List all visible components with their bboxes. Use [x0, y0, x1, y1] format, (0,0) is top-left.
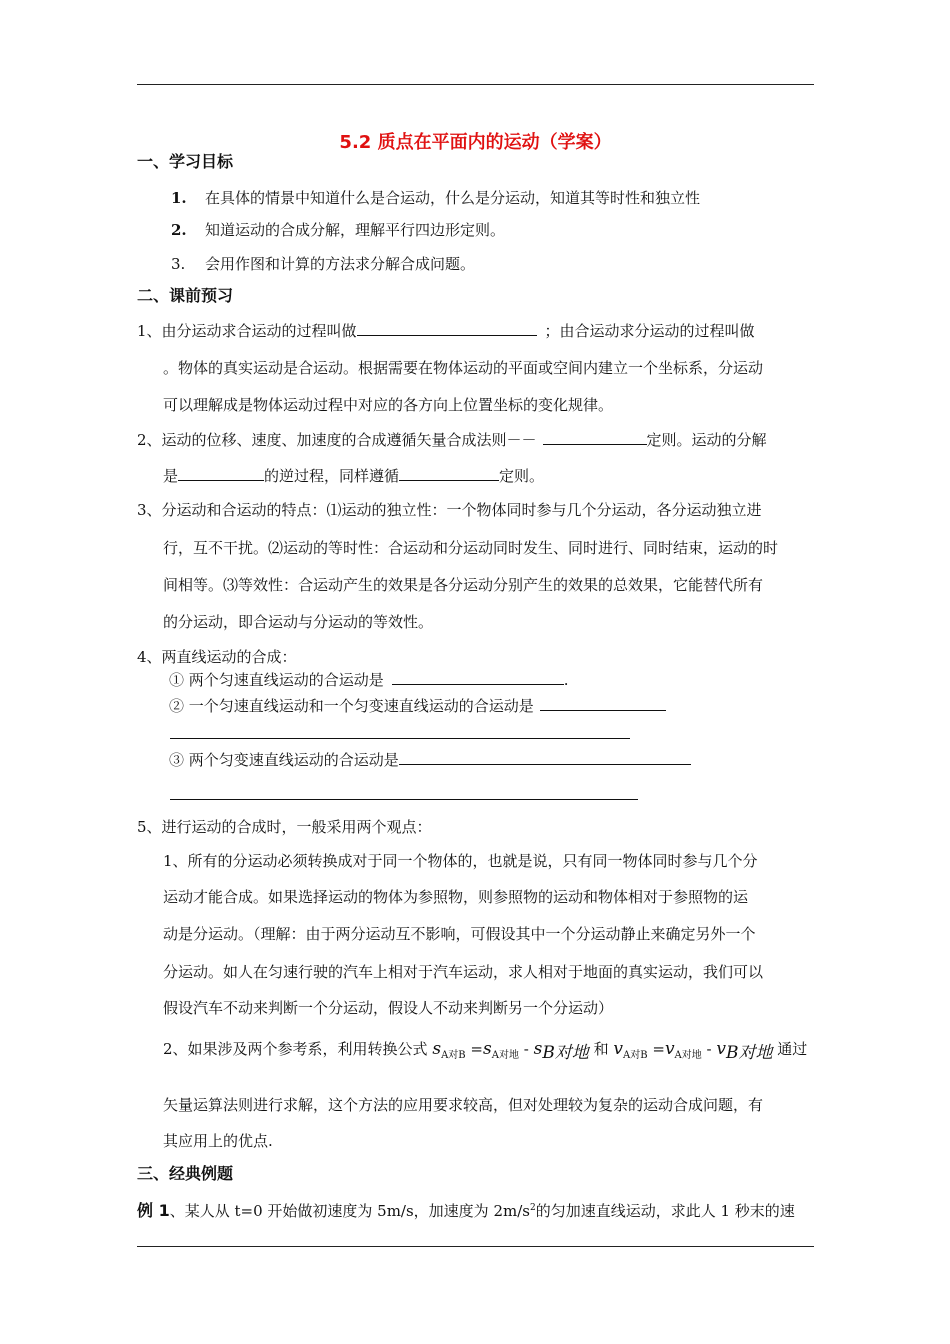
- preview-text: 2、如果涉及两个参考系，利用转换公式: [163, 1040, 428, 1058]
- preview-item-5-2-line-2: 矢量运算法则进行求解，这个方法的应用要求较高，但对处理较为复杂的运动合成问题，有: [163, 1096, 764, 1114]
- formula-symbol: s: [483, 1039, 492, 1059]
- section-heading-preview: 二、课前预习: [137, 286, 234, 305]
- preview-item-1-line-3: 可以理解成是物体运动过程中对应的各方向上位置坐标的变化规律。: [163, 396, 614, 414]
- preview-item-5-1-line-4: 分运动。如人在匀速行驶的汽车上相对于汽车运动，求人相对于地面的真实运动，我们可以: [163, 963, 764, 981]
- preview-text: 定则。运动的分解: [646, 431, 767, 449]
- preview-text: 和: [593, 1040, 609, 1058]
- answer-blank[interactable]: [543, 430, 647, 445]
- formula-operator: =: [470, 1040, 483, 1058]
- answer-blank[interactable]: [399, 750, 691, 765]
- formula-symbol: v: [613, 1039, 623, 1059]
- preview-text: 定则。: [499, 467, 545, 485]
- example-1: [137, 1198, 795, 1221]
- preview-item-2-line-1: [137, 430, 767, 450]
- preview-item-3-line-3: 间相等。⑶等效性：合运动产生的效果是各分运动分别产生的效果的总效果，它能替代所有: [163, 576, 764, 594]
- example-text: 、某人从 t=0 开始做初速度为 5m/s，加速度为 2m/s: [169, 1202, 530, 1220]
- bottom-rule: [137, 1246, 814, 1247]
- formula-symbol: v: [716, 1039, 726, 1059]
- objective-text: 知道运动的合成分解，理解平行四边形定则。: [205, 221, 506, 239]
- preview-item-5-1-line-2: 运动才能合成。如果选择运动的物体为参照物，则参照物的运动和物体相对于参照物的运: [163, 888, 749, 906]
- answer-blank[interactable]: [540, 696, 666, 711]
- preview-item-5-1-line-5: 假设汽车不动来判断一个分运动，假设人不动来判断另一个分运动）: [163, 999, 614, 1017]
- objective-3: [171, 254, 475, 274]
- formula-symbol: v: [664, 1039, 675, 1059]
- objective-number: 1.: [171, 189, 187, 207]
- answer-blank[interactable]: [357, 321, 537, 336]
- preview-item-2-line-2: [163, 466, 544, 486]
- answer-blank[interactable]: [178, 466, 264, 481]
- formula-operator: =: [652, 1040, 665, 1058]
- page-title: 5.2 质点在平面内的运动（学案）: [339, 132, 612, 153]
- answer-blank[interactable]: [399, 466, 499, 481]
- preview-item-5-1-line-3: 动是分运动。（理解：由于两分运动互不影响，可假设其中一个分运动静止来确定另外一个: [163, 925, 756, 943]
- preview-text: ③ 两个匀变速直线运动的合运动是: [169, 751, 399, 769]
- objective-1: [171, 188, 700, 208]
- preview-item-4-sub-2: [169, 696, 666, 716]
- preview-item-3-line-1: 3、分运动和合运动的特点：⑴运动的独立性：一个物体同时参与几个分运动，各分运动独立进: [137, 501, 762, 519]
- preview-text: ② 一个匀速直线运动和一个匀变速直线运动的合运动是: [169, 697, 534, 715]
- preview-item-5-heading: 5、进行运动的合成时，一般采用两个观点：: [137, 818, 432, 836]
- objective-number: 2.: [171, 221, 187, 239]
- preview-text: 1、由分运动求合运动的过程叫做: [137, 322, 357, 340]
- preview-text: .: [563, 671, 569, 689]
- section-heading-examples: 三、经典例题: [137, 1164, 234, 1183]
- formula-operator: -: [518, 1040, 534, 1058]
- preview-item-5-1-line-1: 1、所有的分运动必须转换成对于同一个物体的，也就是说，只有同一物体同时参与几个分: [163, 852, 758, 870]
- objective-text: 在具体的情景中知道什么是合运动，什么是分运动，知道其等时性和独立性: [205, 189, 701, 207]
- section-heading-objectives: 一、学习目标: [137, 152, 234, 171]
- formula-subscript: A对B: [623, 1050, 648, 1061]
- conversion-formula: [432, 1039, 777, 1063]
- formula-subscript: A对地: [674, 1050, 702, 1061]
- formula-subscript: A对地: [491, 1050, 519, 1061]
- preview-text: 的逆过程，同样遵循: [264, 467, 400, 485]
- formula-symbol: s: [432, 1039, 442, 1059]
- example-superscript: 2: [529, 1203, 536, 1213]
- answer-line[interactable]: [170, 738, 630, 739]
- objective-text: 会用作图和计算的方法求分解合成问题。: [205, 255, 476, 273]
- objective-number: 3.: [171, 255, 186, 273]
- formula-operator: -: [701, 1040, 717, 1058]
- formula-subscript: B对地: [726, 1043, 773, 1063]
- preview-item-4-sub-3: [169, 750, 691, 770]
- formula-subscript: B对地: [542, 1043, 589, 1063]
- preview-text: ；由合运动求分运动的过程叫做: [544, 322, 755, 340]
- formula-subscript: A对B: [441, 1050, 466, 1061]
- preview-item-1-line-2: 。物体的真实运动是合运动。根据需要在物体运动的平面或空间内建立一个坐标系，分运动: [163, 359, 764, 377]
- preview-text: 通过: [777, 1040, 808, 1058]
- preview-item-1-line-1: [137, 321, 755, 341]
- objective-2: [171, 220, 505, 240]
- preview-text: 2、运动的位移、速度、加速度的合成遵循矢量合成法则－－: [137, 431, 537, 449]
- example-text: 的匀加速直线运动，求此人 1 秒末的速: [535, 1202, 795, 1220]
- preview-item-5-2-line-3: 其应用上的优点.: [163, 1132, 273, 1150]
- top-rule: [137, 84, 814, 85]
- preview-item-3-line-2: 行，互不干扰。⑵运动的等时性：合运动和分运动同时发生、同时进行、同时结束，运动的时: [163, 539, 779, 557]
- formula-symbol: s: [533, 1039, 543, 1059]
- preview-text: 是: [163, 467, 179, 485]
- preview-item-4-sub-1: [169, 670, 569, 690]
- preview-item-4-heading: 4、两直线运动的合成：: [137, 648, 297, 666]
- answer-line[interactable]: [170, 799, 638, 800]
- answer-blank[interactable]: [392, 670, 564, 685]
- preview-item-5-2-line-1: [163, 1039, 807, 1066]
- preview-item-3-line-4: 的分运动，即合运动与分运动的等效性。: [163, 613, 434, 631]
- preview-text: ① 两个匀速直线运动的合运动是: [169, 671, 384, 689]
- example-label: 例 1: [137, 1201, 170, 1220]
